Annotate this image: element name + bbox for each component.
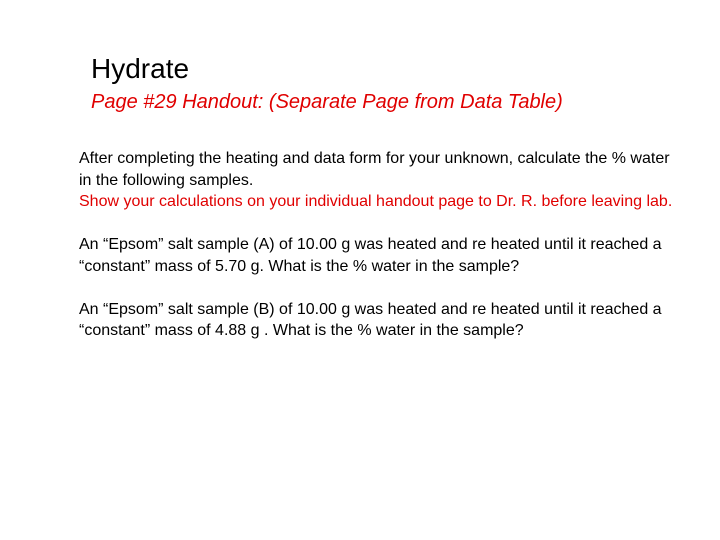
intro-text: After completing the heating and data form for your unknown, calculate the % water in the following samples. <box>79 150 670 189</box>
slide-body <box>79 148 679 342</box>
instruction-text: Show your calculations on your individual handout page to Dr. R. before leaving lab. <box>79 193 673 210</box>
slide-subtitle: Page #29 Handout: (Separate Page from Data Table) <box>91 91 563 113</box>
question-a: An “Epsom” salt sample (A) of 10.00 g was heated and re heated until it reached a “constant” mass of 5.70 g. What is the % water in the sample? <box>79 236 662 275</box>
question-b: An “Epsom” salt sample (B) of 10.00 g was heated and re heated until it reached a “constant” mass of 4.88 g . What is the % water in the sample? <box>79 300 662 339</box>
slide-title: Hydrate <box>91 53 190 84</box>
